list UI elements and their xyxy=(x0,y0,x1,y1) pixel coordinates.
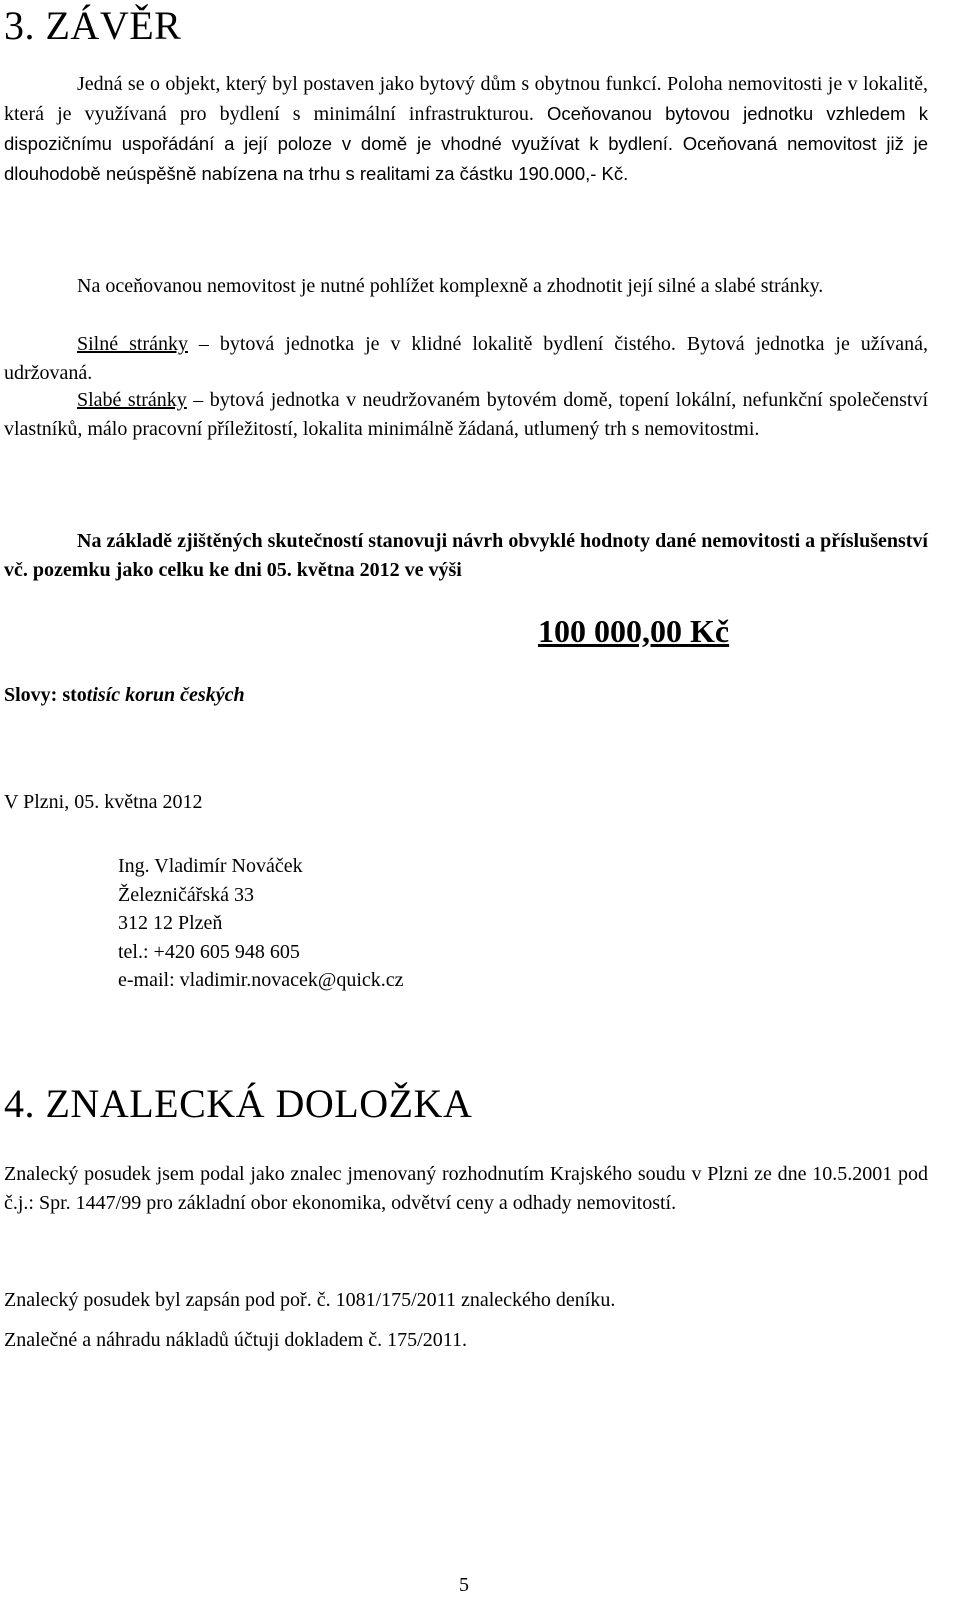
signatory-name: Ing. Vladimír Nováček xyxy=(118,855,303,877)
weaknesses-text: – bytová jednotka v neudržovaném bytovém domě, topení lokální, nefunkční společenství vlastníků, málo pracovní příležitostí, lokalita minimálně žádaná, utlumený trh s nemovitostmi. xyxy=(4,389,929,440)
signatory-email: e-mail: vladimir.novacek@quick.cz xyxy=(118,969,404,991)
expert-clause-paragraph: Znalecký posudek jsem podal jako znalec jmenovaný rozhodnutím Krajského soudu v Plzni ze dne 10.5.2001 pod č.j.: Spr. 1447/99 pro základní obor ekonomika, odvětví ceny a odhady nemovitostí. xyxy=(4,1163,928,1214)
paragraph-sentence-1: Jedná se o objekt, který byl postaven jako bytový dům s obytnou funkcí. Poloha nemovitosti je v lokalitě, která je využívaná pro bydlení s minimální infrastrukturou. xyxy=(4,73,928,125)
conclusion-intro-paragraph xyxy=(4,70,928,189)
words-value: tisíc korun českých xyxy=(86,684,245,706)
strengths-label: Silné stránky xyxy=(77,333,188,355)
valuation-price: 100 000,00 Kč xyxy=(538,613,730,649)
weaknesses-paragraph xyxy=(4,386,928,444)
weaknesses-label: Slabé stránky xyxy=(77,389,187,411)
words-label: Slovy: sto xyxy=(4,684,87,706)
section-3-title: 3. ZÁVĚR xyxy=(4,3,182,48)
assessment-paragraph: Na oceňovanou nemovitost je nutné pohlížet komplexně a zhodnotit její silné a slabé stránky. xyxy=(77,275,824,297)
signatory-street: Železničářská 33 xyxy=(118,883,255,906)
place-and-date: V Plzni, 05. května 2012 xyxy=(4,791,203,813)
registry-entry-line: Znalecký posudek byl zapsán pod poř. č. 1081/175/2011 znaleckého deníku. xyxy=(4,1289,616,1311)
page-number: 5 xyxy=(459,1574,469,1596)
price-in-words xyxy=(4,681,245,710)
signature-block xyxy=(118,852,404,995)
paragraph-sentence-2: Oceňovanou bytovou jednotku vzhledem k dispozičnímu uspořádání a její poloze v domě je vhodné využívat k bydlení. xyxy=(4,103,929,154)
paragraph-sentence-3: Oceňovaná nemovitost již je dlouhodobě neúspěšně nabízena na trhu s realitami za částku 190.000,- Kč. xyxy=(4,133,928,184)
strengths-paragraph xyxy=(4,330,928,388)
valuation-statement: Na základě zjištěných skutečností stanovuji návrh obvyklé hodnoty dané nemovitosti a příslušenství vč. pozemku jako celku ke dni 05. května 2012 ve výši xyxy=(4,530,928,581)
fee-invoice-line: Znalečné a náhradu nákladů účtuji dokladem č. 175/2011. xyxy=(4,1329,467,1351)
strengths-text: – bytová jednotka je v klidné lokalitě bydlení čistého. Bytová jednotka je užívaná, udržovaná. xyxy=(4,333,928,384)
signatory-phone: tel.: +420 605 948 605 xyxy=(118,940,300,963)
signatory-city: 312 12 Plzeň xyxy=(118,912,223,934)
section-4-title: 4. ZNALECKÁ DOLOŽKA xyxy=(4,1081,473,1126)
